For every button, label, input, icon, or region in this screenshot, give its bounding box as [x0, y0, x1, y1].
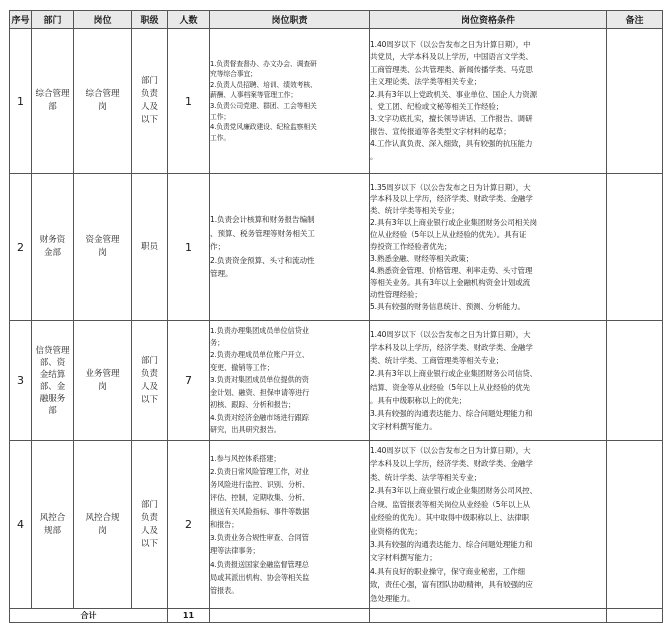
- duty-line: 2.负责人员招聘、培训、绩效考核、: [210, 80, 317, 89]
- duty-line: 3.负责对集团成员单位提供的资: [210, 375, 309, 385]
- req-line: 共党员，大学本科及以上学历，中国语言文学类、: [370, 52, 533, 62]
- duty-line: 初核、跟踪、分析和报告；: [210, 400, 296, 410]
- row-seq: 3: [10, 321, 32, 441]
- level-line: 职员: [140, 241, 158, 252]
- duty-line: 评估、控制，定期收集、分析、: [210, 493, 310, 503]
- duty-line: 4.负责对经济金融市场进行跟踪: [210, 412, 309, 422]
- req-line: 急处理能力。: [370, 593, 415, 603]
- table-row: [10, 29, 663, 174]
- total-empty-duty: [210, 609, 370, 623]
- row-level: [132, 29, 168, 174]
- req-line: 3.熟悉金融、财经等相关政策；: [370, 253, 474, 263]
- duty-line: 和报告；: [210, 519, 239, 529]
- level-line: 负责: [140, 368, 158, 379]
- row-duty: [210, 29, 370, 174]
- row-note: [607, 441, 663, 609]
- row-level: [132, 441, 168, 609]
- level-line: 以下: [140, 538, 158, 549]
- total-count: 11: [168, 609, 210, 623]
- req-line: 学本科及以上学历，经济学类、财政学类、金融学: [370, 194, 533, 204]
- level-line: 部门: [140, 355, 158, 366]
- req-line: 2.具有3年以上党政机关、事业单位、国企人力资源: [370, 89, 538, 99]
- req-line: 学本科及以上学历，经济学类、财政学类、金融学: [370, 459, 533, 469]
- dept-line: 部: [48, 405, 57, 416]
- row-count: 1: [168, 174, 210, 321]
- row-count: 7: [168, 321, 210, 441]
- header-level: 职级: [132, 11, 168, 29]
- req-line: 1.40周岁以下（以公告发布之日为计算日期），大: [370, 329, 531, 339]
- req-line: 位从业经验（5年以上从业经验的优先）。具有证: [370, 230, 527, 240]
- header-duty: 岗位职责: [210, 11, 370, 29]
- duty-line: 2.负责办理成员单位账户开立、: [210, 350, 309, 360]
- table-row: [10, 321, 663, 441]
- job-positions-table: [9, 10, 663, 623]
- req-line: 3.具有较强的沟通表达能力、综合问题处理能力和: [370, 539, 533, 549]
- duty-line: 1.负责会计核算和财务报告编制: [210, 215, 315, 225]
- table-row: [10, 441, 663, 609]
- duty-line: 作；: [210, 242, 225, 252]
- duty-line: 研究，出具研究报告。: [210, 424, 281, 434]
- dept-line: 风控合: [39, 512, 66, 523]
- req-line: 文字材料撰写能力。: [370, 422, 437, 432]
- row-requirements: [370, 441, 607, 609]
- row-seq: 4: [10, 441, 32, 609]
- total-label: 合计: [10, 609, 168, 623]
- req-line: 4.具有良好的职业操守，保守商业秘密，工作细: [370, 566, 525, 576]
- req-line: 1.35周岁以下（以公告发布之日为计算日期），大: [370, 182, 531, 192]
- req-line: 类、统计学类等相关专业；: [370, 206, 459, 216]
- row-requirements: [370, 174, 607, 321]
- dept-line: 财务资: [39, 235, 66, 245]
- level-line: 部门: [140, 499, 158, 510]
- duty-line: 3.负责公司党建、群团、工会等相关: [210, 102, 317, 110]
- header-seq: 序号: [10, 11, 32, 29]
- duty-line: 2.负责资金预算、头寸和流动性: [210, 255, 315, 265]
- level-line: 部门: [140, 76, 158, 86]
- duty-line: 工作。: [210, 133, 231, 142]
- duty-line: 务；: [210, 338, 225, 348]
- duty-line: 1.参与风控体系搭建；: [210, 453, 281, 463]
- header-post: 岗位: [74, 11, 132, 29]
- level-line: 人及: [140, 381, 158, 392]
- row-requirements: [370, 321, 607, 441]
- req-line: 动性管理经验；: [370, 289, 422, 299]
- duty-line: 薪酬、人事档案等管理工作；: [210, 91, 298, 100]
- req-line: 等相关业务。具有3年以上金融机构资金计划或流: [370, 277, 531, 287]
- duty-line: 局或其派出机构、协会等相关监: [210, 572, 310, 582]
- level-line: 人及: [140, 102, 158, 112]
- req-line: 工商管理类、公共管理类、新闻传播学类、马克思: [370, 64, 533, 74]
- post-line: 岗: [98, 525, 107, 536]
- level-line: 人及: [140, 525, 158, 536]
- dept-line: 融服务: [39, 393, 66, 404]
- req-line: 。具有中级职称以上的优先；: [370, 395, 467, 405]
- duty-line: 2.负责日常风险管理工作，对业: [210, 467, 309, 477]
- post-line: 岗: [98, 248, 107, 258]
- row-duty: [210, 174, 370, 321]
- req-line: 合规、监管报表等相关岗位从业经验（5年以上从: [370, 499, 531, 509]
- recruitment-table-container: [9, 10, 662, 623]
- row-post: [74, 29, 132, 174]
- total-empty-requirements: [370, 609, 607, 623]
- level-line: 负责: [140, 512, 158, 523]
- row-dept: [32, 321, 74, 441]
- row-dept: [32, 174, 74, 321]
- req-line: 结算、资金等从业经验（5年以上从业经验的优先: [370, 382, 531, 392]
- post-line: 岗: [98, 381, 107, 392]
- req-line: 2.具有3年以上商业银行或企业集团财务公司信贷、: [370, 369, 538, 379]
- row-seq: 1: [10, 29, 32, 174]
- req-line: 、党工团、纪检或文秘等相关工作经验；: [370, 102, 504, 111]
- row-post: [74, 321, 132, 441]
- req-line: 报告、宣传报道等各类型文字材料的起草；: [370, 126, 511, 136]
- post-line: 业务管理: [85, 368, 120, 379]
- row-seq: 2: [10, 174, 32, 321]
- dept-line: 部、金: [39, 381, 66, 392]
- dept-line: 规部: [43, 525, 61, 536]
- duty-line: 务风险进行监控、识别、分析、: [210, 480, 310, 490]
- row-level: [132, 174, 168, 321]
- req-line: 1.40周岁以下（以公告发布之日为计算日期），中: [370, 39, 531, 49]
- row-dept: [32, 29, 74, 174]
- table-row: [10, 174, 663, 321]
- duty-line: 管理。: [210, 269, 233, 279]
- post-line: 资金管理: [85, 235, 120, 245]
- total-empty-note: [607, 609, 663, 623]
- req-line: 类、统计学类、工商管理类等相关专业；: [370, 356, 504, 366]
- duty-line: 报送有关风险指标、事件等数据: [210, 506, 310, 516]
- req-line: 3.文字功底扎实，擅长领导讲话、工作报告、调研: [370, 114, 533, 124]
- header-count: 人数: [168, 11, 210, 29]
- req-line: 致，责任心强，富有团队协助精神，具有较强的应: [370, 580, 533, 590]
- duty-line: 4.负责党风廉政建设、纪检监察相关: [210, 123, 317, 132]
- level-line: 以下: [140, 394, 158, 405]
- req-line: 。: [370, 151, 378, 161]
- req-line: 券投资工作经验者优先；: [370, 242, 452, 252]
- dept-line: 部、资: [39, 357, 66, 368]
- header-requirements: 岗位资格条件: [370, 11, 607, 29]
- dept-line: 部: [48, 102, 57, 112]
- req-line: 2.具有3年以上商业银行或企业集团财务公司相关岗: [370, 218, 538, 228]
- row-count: 1: [168, 29, 210, 174]
- row-note: [607, 321, 663, 441]
- row-note: [607, 174, 663, 321]
- req-line: 4.工作认真负责、深入细致，具有较强的抗压能力: [370, 139, 533, 149]
- req-line: 2.具有3年以上商业银行或企业集团财务公司风控、: [370, 486, 538, 496]
- row-post: [74, 174, 132, 321]
- row-count: 2: [168, 441, 210, 609]
- req-line: 3.具有较强的沟通表达能力、综合问题处理能力和: [370, 408, 533, 418]
- dept-line: 信贷管理: [35, 345, 70, 356]
- req-line: 1.40周岁以下（以公告发布之日为计算日期），大: [370, 446, 531, 456]
- duty-line: 管报表。: [210, 585, 239, 595]
- duty-line: 工作；: [210, 112, 231, 121]
- post-line: 综合管理: [85, 89, 120, 99]
- req-line: 主义理论类、法学类等相关专业；: [370, 77, 481, 87]
- req-line: 业经验的优先）。其中取得中级职称以上、法律职: [370, 513, 530, 523]
- row-duty: [210, 441, 370, 609]
- level-line: 以下: [140, 115, 158, 125]
- level-line: 负责: [140, 89, 158, 99]
- dept-line: 金部: [43, 248, 61, 258]
- total-row: [10, 609, 663, 623]
- row-level: [132, 321, 168, 441]
- dept-line: 综合管理: [35, 89, 70, 99]
- duty-line: 、预算、税务管理等财务相关工: [210, 228, 315, 238]
- post-line: 风控合规: [85, 512, 120, 523]
- duty-line: 变更、撤销等工作；: [210, 362, 274, 372]
- duty-line: 究等综合事宜；: [210, 70, 257, 79]
- req-line: 4.熟悉资金管理、价格管理、利率走势、头寸管理: [370, 265, 533, 275]
- req-line: 学本科及以上学历，经济学类、财政学类、金融学: [370, 342, 533, 352]
- row-duty: [210, 321, 370, 441]
- req-line: 类、统计学类、法学等相关专业；: [370, 472, 481, 482]
- req-line: 文字材料撰写能力；: [370, 553, 437, 563]
- header-note: 备注: [607, 11, 663, 29]
- duty-line: 理等法律事务；: [210, 546, 260, 556]
- req-line: 5.具有较强的财务信息统计、预测、分析能力。: [370, 301, 525, 311]
- row-requirements: [370, 29, 607, 174]
- dept-line: 金结算: [39, 369, 66, 380]
- header-dept: 部门: [32, 11, 74, 29]
- table-header-row: [10, 11, 663, 29]
- duty-line: 4.负责报送国家金融监督管理总: [210, 559, 309, 569]
- post-line: 岗: [98, 102, 107, 112]
- row-dept: [32, 441, 74, 609]
- row-post: [74, 441, 132, 609]
- row-note: [607, 29, 663, 174]
- req-line: 业资格的优先；: [370, 526, 422, 536]
- duty-line: 3.负责业务合规性审查、合同管: [210, 533, 309, 543]
- duty-line: 1.负责办理集团成员单位信贷业: [210, 325, 309, 335]
- duty-line: 1.负责督查督办、办文办会、调查研: [210, 59, 317, 68]
- duty-line: 金计划、融资、担保申请等进行: [210, 387, 310, 397]
